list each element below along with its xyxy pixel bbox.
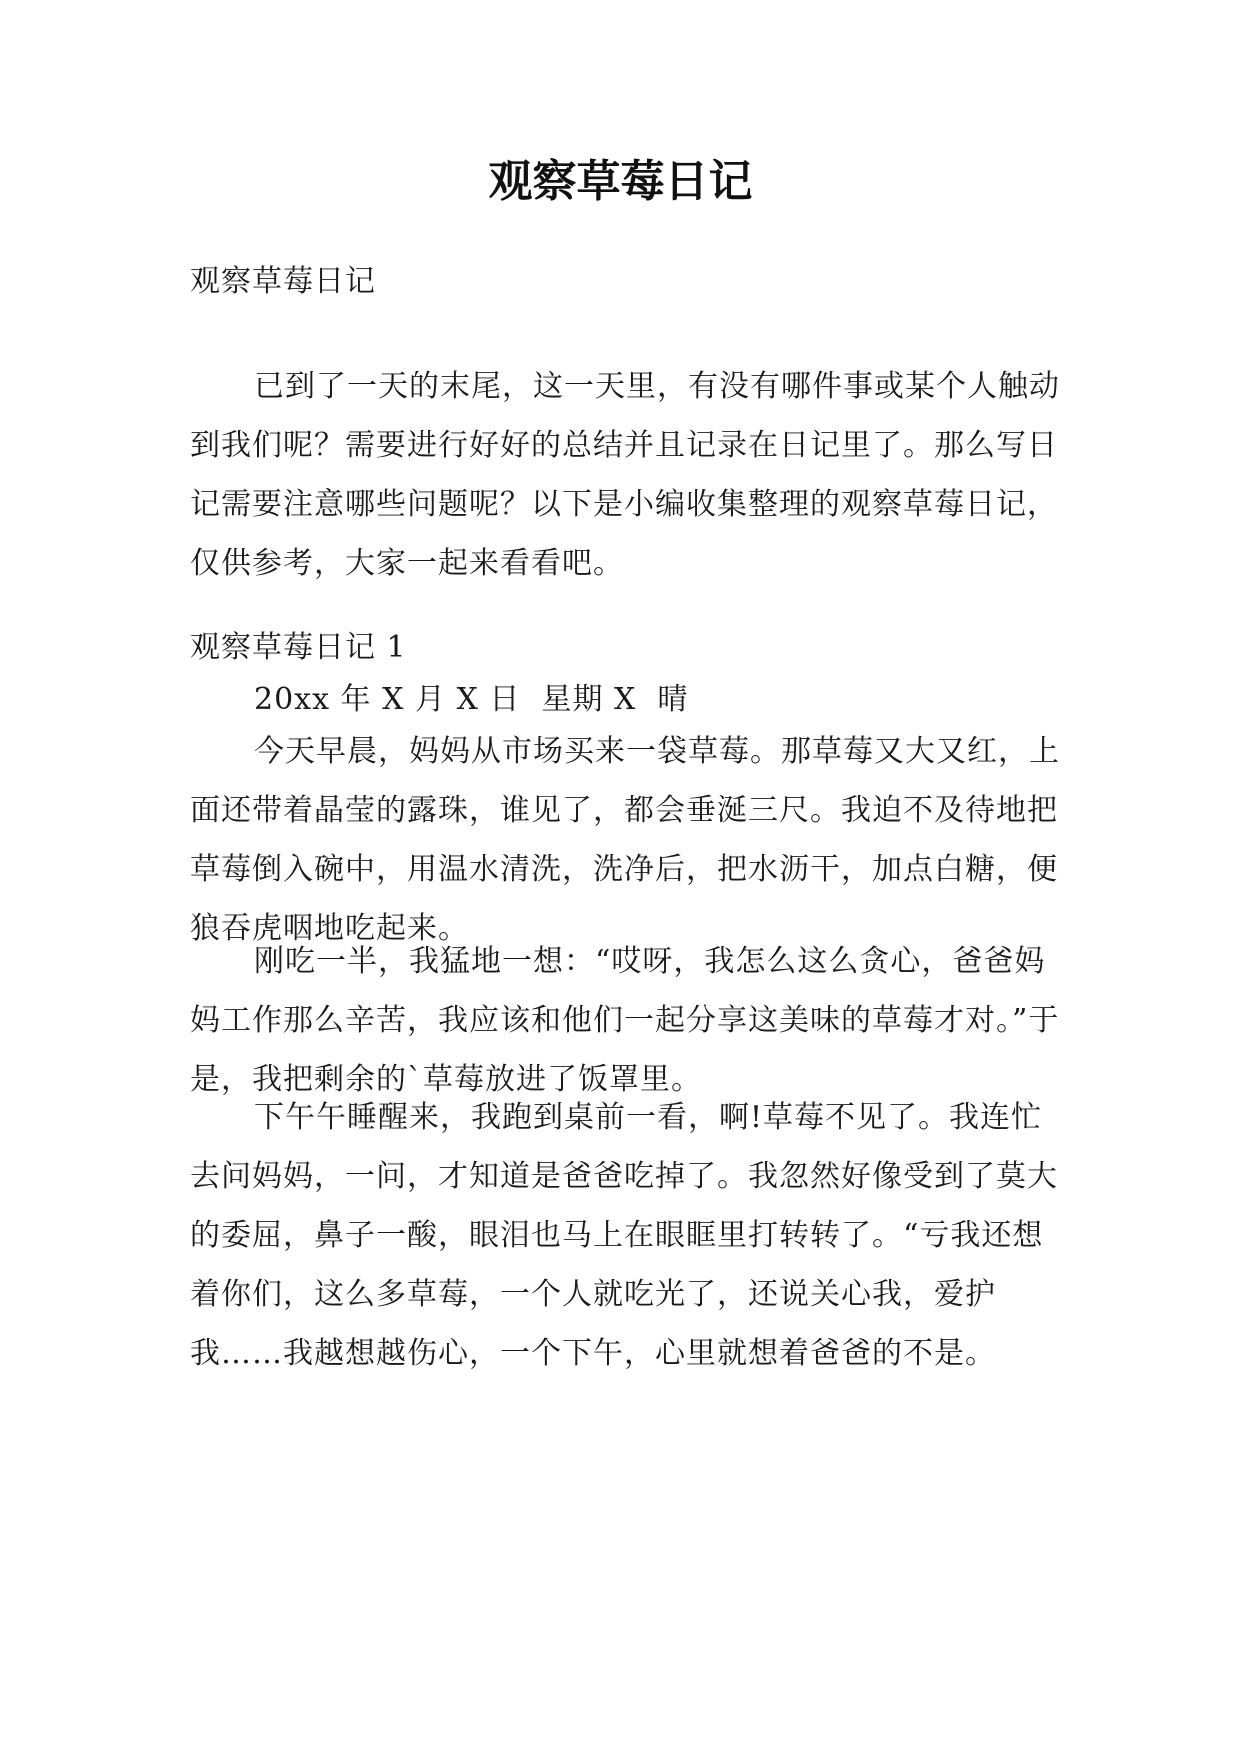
- date-line: 20xx 年 X 月 X 日 星期 X 晴: [254, 682, 689, 717]
- diary-paragraph-2: 刚吃一半，我猛地一想：“哎呀，我怎么这么贪心，爸爸妈妈工作那么辛苦，我应该和他们一起分享这美味的草莓才对。”于是，我把剩余的`草莓放进了饭罩里。: [190, 944, 1060, 1097]
- diary-paragraph-1: 今天早晨，妈妈从市场买来一袋草莓。那草莓又大又红，上面还带着晶莹的露珠，谁见了，都会垂涎三尺。我迫不及待地把草莓倒入碗中，用温水清洗，洗净后，把水沥干，加点白糖，便狼吞虎咽地吃起来。: [190, 734, 1060, 946]
- intro-paragraph: 已到了一天的末尾，这一天里，有没有哪件事或某个人触动到我们呢？需要进行好好的总结并且记录在日记里了。那么写日记需要注意哪些问题呢？以下是小编收集整理的观察草莓日记，仅供参考，大家一起来看看吧。: [190, 369, 1060, 581]
- diary-paragraph-3: 下午午睡醒来，我跑到桌前一看，啊!草莓不见了。我连忙去问妈妈，一问，才知道是爸爸吃掉了。我忽然好像受到了莫大的委屈，鼻子一酸，眼泪也马上在眼眶里打转转了。“亏我还想着你们，这么多草莓，一个人就吃光了，还说关心我，爱护我……我越想越伤心，一个下午，心里就想着爸爸的不是。: [190, 1100, 1058, 1371]
- document-subtitle: 观察草莓日记: [190, 264, 376, 299]
- document-title: 观察草莓日记: [488, 156, 753, 207]
- section-heading: 观察草莓日记 1: [190, 630, 407, 665]
